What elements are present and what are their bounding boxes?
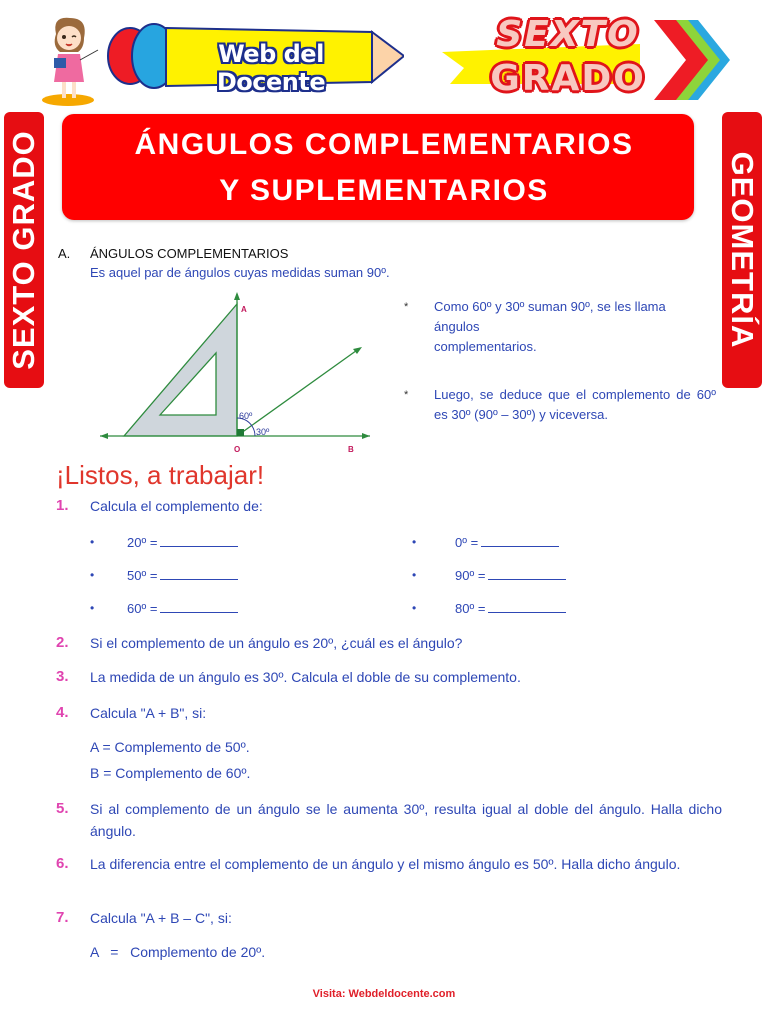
complement-item: 50º = bbox=[127, 568, 238, 583]
section-letter: A. bbox=[58, 246, 71, 261]
side-tab-subject-label: GEOMETRÍA bbox=[725, 151, 760, 349]
exercise-text: Calcula el complemento de: bbox=[90, 498, 263, 514]
condition-line: A = Complemento de 50º. bbox=[90, 739, 250, 755]
exercise-number: 3. bbox=[56, 668, 69, 685]
point-a-label: A bbox=[241, 305, 247, 314]
angle-60-label: 60º bbox=[239, 411, 253, 421]
bullet-icon: • bbox=[412, 568, 417, 582]
asterisk-icon: * bbox=[404, 301, 409, 313]
page-title-line-2: Y SUPLEMENTARIOS bbox=[219, 174, 549, 207]
exercise-text: Si al complemento de un ángulo se le aumenta 30º, resulta igual al doble del ángulo. Halla dicho ángulo. bbox=[90, 801, 722, 839]
note-2-text: Luego, se deduce que el complemento de 60º es 30º (90º – 30º) y viceversa. bbox=[434, 387, 716, 422]
note-1-line-1: Como 60º y 30º suman 90º, se les llama bbox=[434, 299, 666, 314]
answer-blank[interactable] bbox=[160, 535, 238, 547]
exercise-number: 5. bbox=[56, 800, 69, 817]
exercise-text: La diferencia entre el complemento de un ángulo y el mismo ángulo es 50º. Halla dicho ángulo. bbox=[90, 856, 681, 872]
complement-item: 0º = bbox=[455, 535, 559, 550]
asterisk-icon: * bbox=[404, 389, 409, 401]
complement-item: 20º = bbox=[127, 535, 238, 550]
exercise-number: 1. bbox=[56, 497, 69, 514]
answer-blank[interactable] bbox=[488, 568, 566, 580]
grade-line-1: SEXTO bbox=[496, 14, 640, 55]
exercise-number: 4. bbox=[56, 704, 69, 721]
teacher-mascot-icon bbox=[38, 14, 100, 106]
answer-blank[interactable] bbox=[481, 535, 559, 547]
exercise-text: Si el complemento de un ángulo es 20º, ¿cuál es el ángulo? bbox=[90, 635, 463, 651]
complement-item: 60º = bbox=[127, 601, 238, 616]
point-o-label: O bbox=[234, 445, 241, 454]
page-title-line-1: ÁNGULOS COMPLEMENTARIOS bbox=[134, 128, 634, 161]
bullet-icon: • bbox=[412, 535, 417, 549]
complement-item: 90º = bbox=[455, 568, 566, 583]
bullet-icon: • bbox=[412, 601, 417, 615]
section-heading: ÁNGULOS COMPLEMENTARIOS bbox=[90, 246, 289, 261]
brand-name: Web del Docente bbox=[216, 40, 326, 96]
condition-line: B = Complemento de 60º. bbox=[90, 765, 251, 781]
bullet-icon: • bbox=[90, 568, 95, 582]
point-b-label: B bbox=[348, 445, 354, 454]
exercise-number: 6. bbox=[56, 855, 69, 872]
exercise-text: Calcula "A + B – C", si: bbox=[90, 910, 232, 926]
exercise-number: 7. bbox=[56, 909, 69, 926]
exercise-text: La medida de un ángulo es 30º. Calcula el doble de su complemento. bbox=[90, 669, 521, 685]
exercises-heading: ¡Listos, a trabajar! bbox=[56, 460, 265, 490]
grade-line-2: GRADO bbox=[490, 58, 646, 99]
complementary-angles-figure bbox=[96, 290, 376, 460]
answer-blank[interactable] bbox=[160, 601, 238, 613]
exercise-number: 2. bbox=[56, 634, 69, 651]
complement-item: 80º = bbox=[455, 601, 566, 616]
condition-line: A = Complemento de 20º. bbox=[90, 944, 266, 960]
note-1-line-3: complementarios. bbox=[434, 339, 537, 354]
answer-blank[interactable] bbox=[488, 601, 566, 613]
exercise-text: Calcula "A + B", si: bbox=[90, 705, 207, 721]
footer-link[interactable]: Visita: Webdeldocente.com bbox=[312, 988, 456, 1000]
angle-30-label: 30º bbox=[256, 427, 270, 437]
bullet-icon: • bbox=[90, 535, 95, 549]
section-definition: Es aquel par de ángulos cuyas medidas suman 90º. bbox=[90, 265, 390, 280]
side-tab-grade-label: SEXTO GRADO bbox=[6, 130, 41, 370]
bullet-icon: • bbox=[90, 601, 95, 615]
answer-blank[interactable] bbox=[160, 568, 238, 580]
note-1-line-2: ángulos bbox=[434, 319, 480, 334]
header-banner bbox=[0, 0, 768, 110]
